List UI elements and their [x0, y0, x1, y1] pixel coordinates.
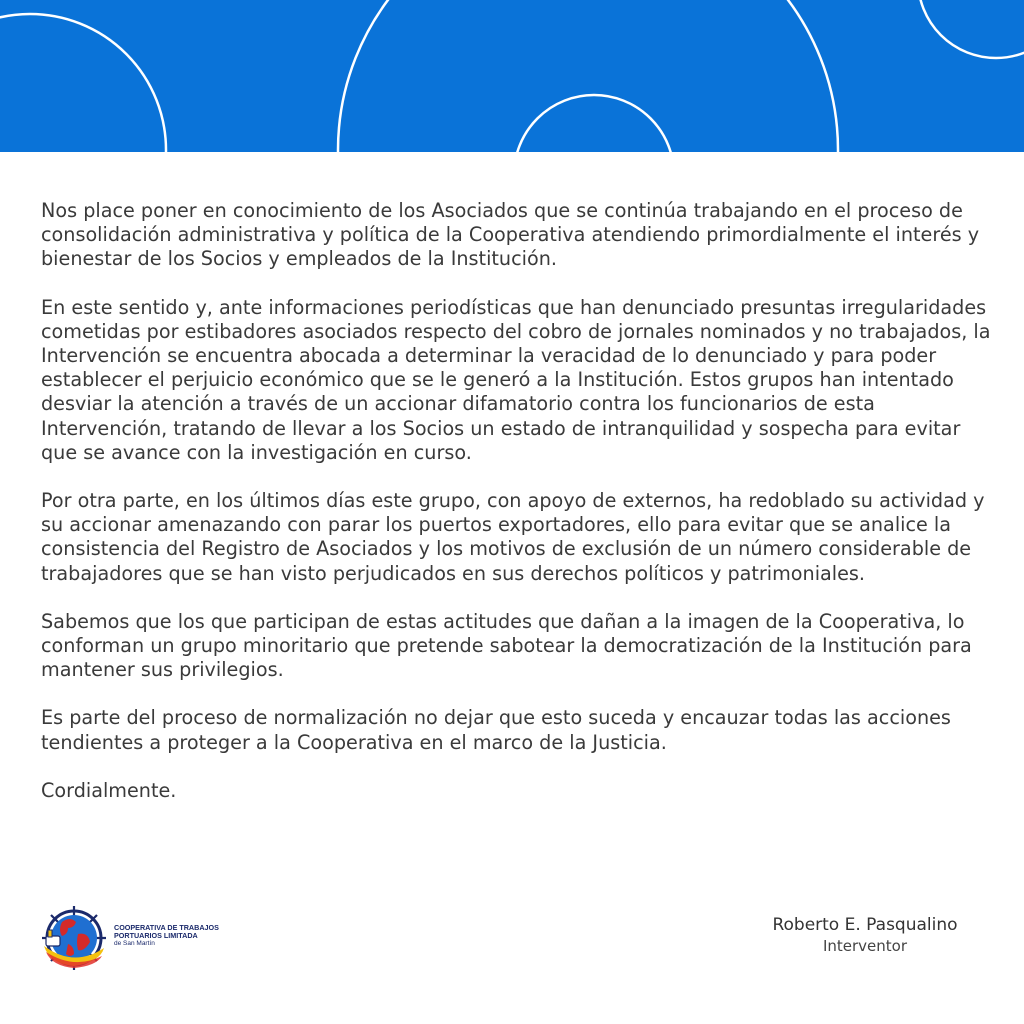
logo-line-3: de San Martín — [114, 940, 155, 947]
logo-text — [114, 924, 244, 948]
decorative-circle-center-large — [338, 0, 838, 152]
paragraph-4: Sabemos que los que participan de estas actitudes que dañan a la imagen de la Cooperativa, lo conforman un grupo minoritario que pretende sabotear la democratización de la Institución para mantener sus privilegios. — [41, 609, 972, 682]
signature-name: Roberto E. Pasqualino — [772, 915, 958, 935]
signature-role: Interventor — [822, 937, 908, 955]
paragraph-5: Es parte del proceso de normalización no dejar que esto suceda y encauzar todas las acciones tendientes a proteger a la Cooperativa en el marco de la Justicia. — [41, 706, 951, 754]
globe-ship-wheel-logo-icon — [40, 904, 112, 974]
signature-block — [740, 914, 990, 956]
logo-line-2: PORTUARIOS LIMITADA — [114, 931, 198, 940]
paragraph-1: Nos place poner en conocimiento de los Asociados que se continúa trabajando en el proceso de consolidación administrativa y política de la Cooperativa atendiendo primordialmente el interés y bienestar de los Socios y empleados de la Institución. — [41, 199, 980, 271]
decorative-circle-center-small — [514, 95, 674, 152]
cooperative-logo — [40, 904, 240, 974]
letter-body — [41, 199, 991, 827]
decorative-circles — [0, 0, 1024, 152]
paragraph-2: En este sentido y, ante informaciones periodísticas que han denunciado presuntas irregularidades cometidas por estibadores asociados respecto del cobro de jornales nominados y no trabajados, la Intervención se encuentra abocada a determinar la veracidad de lo denunciado y para poder establecer el perjuicio económico que se le generó a la Institución. Estos grupos han intentado desviar la atención a través de un accionar difamatorio contra los funcionarios de esta Intervención, tratando de llevar a los Socios un estado de intranquilidad y sospecha para evitar que se avance con la investigación en curso. — [41, 295, 991, 464]
decorative-circle-right — [918, 0, 1024, 58]
logo-line-1: COOPERATIVA DE TRABAJOS — [114, 923, 219, 932]
decorative-circle-left — [0, 14, 166, 152]
header-banner — [0, 0, 1024, 152]
closing-line: Cordialmente. — [41, 778, 177, 802]
paragraph-3: Por otra parte, en los últimos días este grupo, con apoyo de externos, ha redoblado su actividad y su accionar amenazando con parar los puertos exportadores, ello para evitar que se analice la consistencia del Registro de Asociados y los motivos de exclusión de un número considerable de trabajadores que se han visto perjudicados en sus derechos políticos y patrimoniales. — [41, 489, 985, 585]
